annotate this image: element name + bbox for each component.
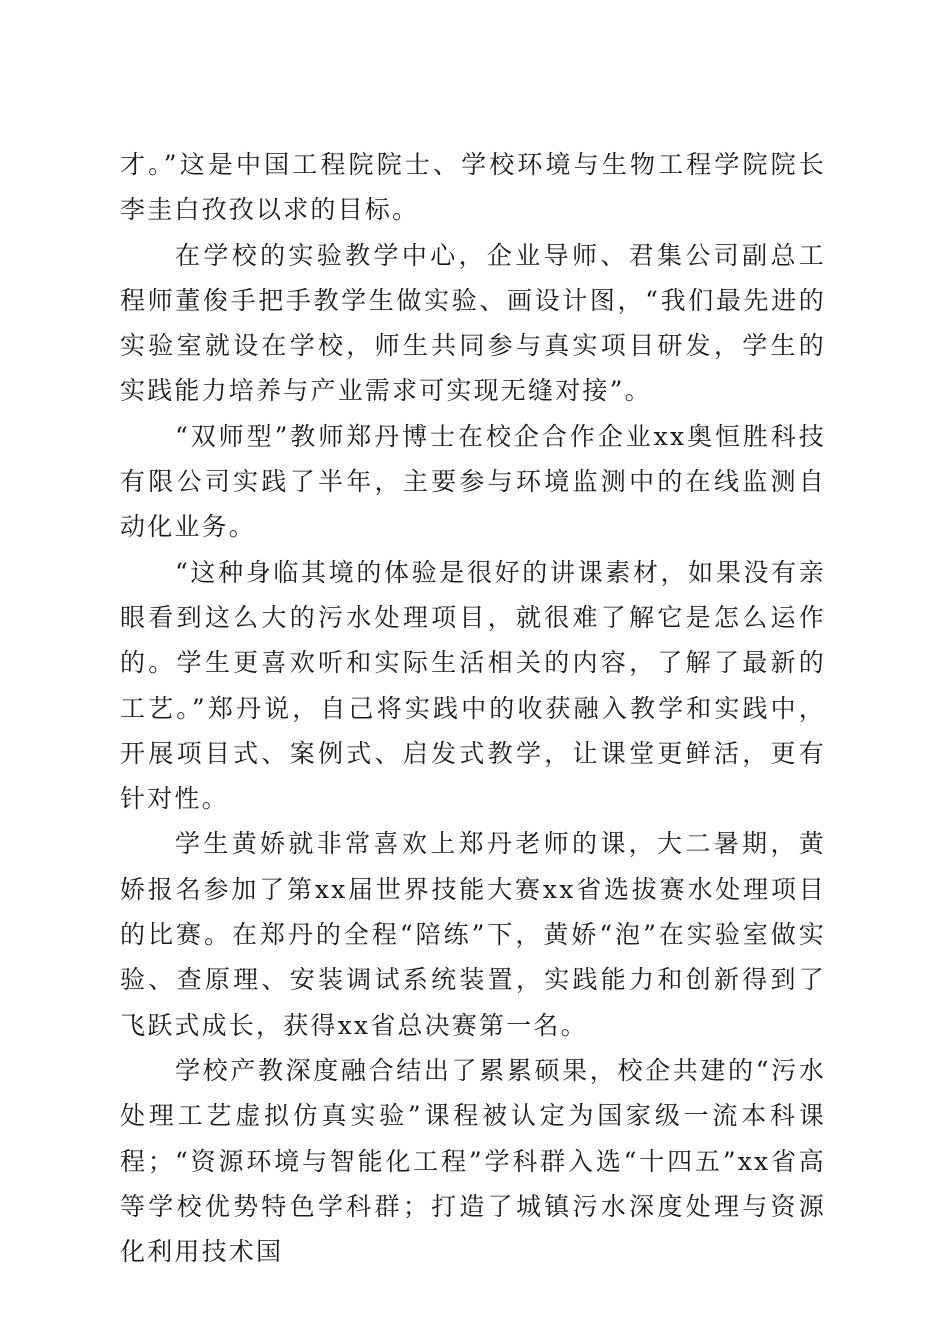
- paragraph-achievements: 学校产教深度融合结出了累累硕果，校企共建的“污水处理工艺虚拟仿真实验”课程被认定为国家级一流本科课程；“资源环境与智能化工程”学科群入选“十四五”xx省高等学校优势特色学科群；打造了城镇污水深度处理与资源化利用技术国: [120, 1055, 826, 1267]
- document-body: [120, 142, 826, 1274]
- paragraph-continuation: 才。”这是中国工程院院士、学校环境与生物工程学院院长李圭白孜孜以求的目标。: [120, 150, 826, 225]
- paragraph-lab-teaching: 在学校的实验教学中心，企业导师、君集公司副总工程师董俊手把手教学生做实验、画设计图，“我们最先进的实验室就设在学校，师生共同参与真实项目研发，学生的实践能力培养与产业需求可实现无缝对接”。: [120, 240, 826, 406]
- paragraph-quote-zheng-dan: “这种身临其境的体验是很好的讲课素材，如果没有亲眼看到这么大的污水处理项目，就很难了解它是怎么运作的。学生更喜欢听和实际生活相关的内容，了解了最新的工艺。”郑丹说，自己将实践中的收获融入教学和实践中，开展项目式、案例式、启发式教学，让课堂更鲜活，更有针对性。: [120, 557, 826, 814]
- paragraph-student-huang-jiao: 学生黄娇就非常喜欢上郑丹老师的课，大二暑期，黄娇报名参加了第xx届世界技能大赛xx省选拔赛水处理项目的比赛。在郑丹的全程“陪练”下，黄娇“泡”在实验室做实验、查原理、安装调试系统装置，实践能力和创新得到了飞跃式成长，获得xx省总决赛第一名。: [120, 829, 826, 1040]
- paragraph-dual-teacher: “双师型”教师郑丹博士在校企合作企业xx奥恒胜科技有限公司实践了半年，主要参与环境监测中的在线监测自动化业务。: [120, 421, 826, 542]
